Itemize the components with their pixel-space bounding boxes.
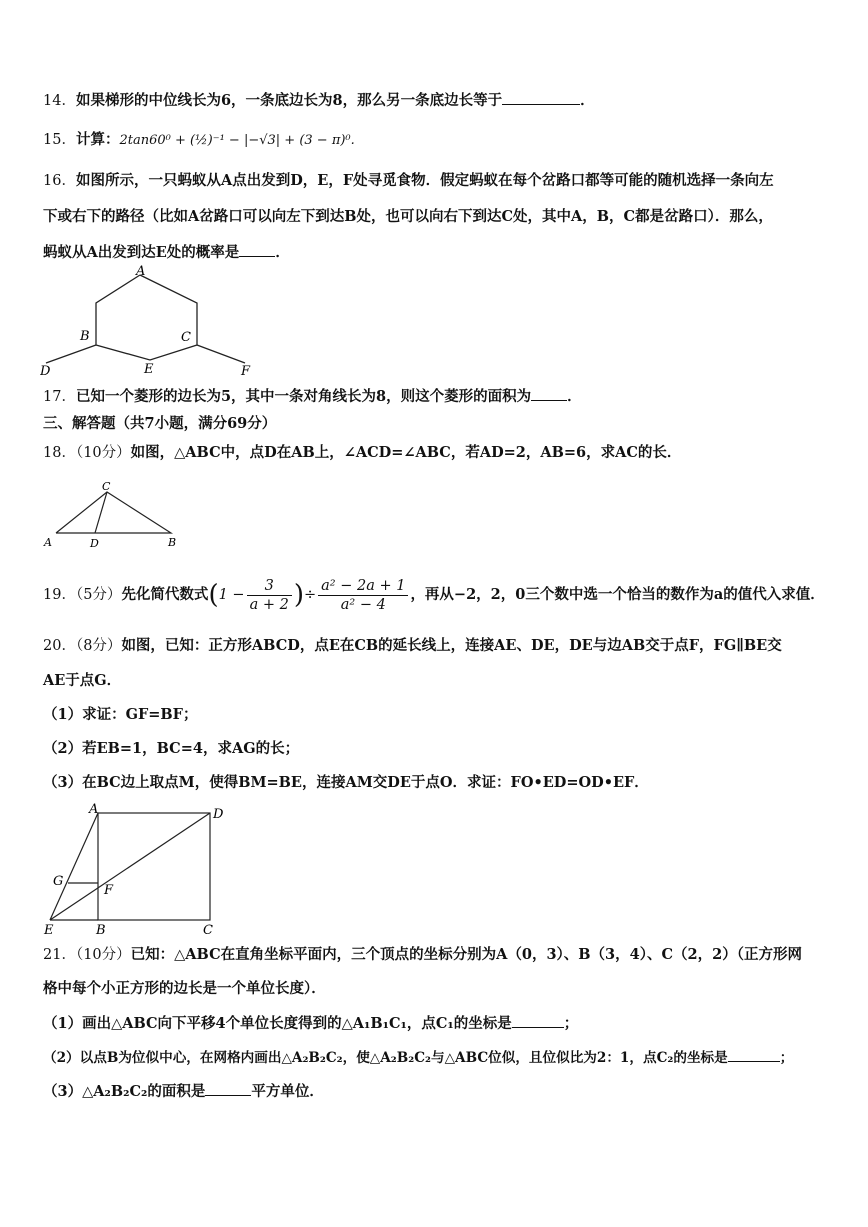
q21-part1-blank[interactable] (512, 1013, 564, 1028)
question-21-part1 (43, 1013, 578, 1034)
q16-label-b: B (80, 329, 90, 344)
question-20-part2: （2）若EB=1，BC=4，求AG的长； (43, 740, 300, 757)
q16-number: 16． (43, 173, 76, 189)
q19-post-text: ，再从−2，2，0三个数中选一个恰当的数作为a的值代入求值． (410, 586, 825, 603)
q21-text-1: 已知：△ABC在直角坐标平面内，三个顶点的坐标分别为A（0，3）、B（3，4）、C（2，2）（正方形网 (130, 946, 802, 963)
q18-label-c: C (102, 480, 111, 493)
q16-label-f: F (241, 364, 251, 378)
q14-answer-blank[interactable] (502, 90, 580, 105)
q19-number: 19．（5分） (43, 587, 122, 603)
q16-label-c: C (181, 330, 191, 345)
q20-text-1: 如图，已知：正方形ABCD，点E在CB的延长线上，连接AE、DE，DE与边AB交于点F，FG∥BE交 (121, 637, 782, 654)
q17-end: ． (567, 388, 582, 405)
q18-triangle-figure (40, 478, 190, 550)
q19-f1-denominator: a + 2 (249, 596, 289, 613)
q21-part2-end: ； (779, 1050, 794, 1066)
question-21-line1 (43, 945, 802, 965)
q14-end: ． (580, 92, 595, 109)
q16-label-d: D (40, 364, 51, 378)
question-17 (43, 386, 582, 407)
question-20-line1 (43, 636, 782, 656)
q20-square-figure (40, 800, 240, 940)
q17-text: 已知一个菱形的边长为5，其中一条对角线长为8，则这个菱形的面积为 (75, 388, 532, 405)
q18-label-b: B (168, 536, 177, 549)
q19-f2-numerator: a² − 2a + 1 (318, 577, 408, 596)
question-21-part3 (43, 1081, 324, 1102)
q16-label-a: A (136, 264, 146, 279)
q15-number: 15． (43, 132, 76, 148)
q17-number: 17． (43, 389, 76, 405)
q20-label-g: G (53, 874, 64, 889)
question-16-line3 (43, 242, 290, 263)
q16-hexagon-figure (40, 263, 260, 378)
question-16-line1 (43, 171, 774, 191)
question-21-part2 (43, 1047, 793, 1068)
q16-text-3: 蚂蚁从A出发到达E处的概率是 (43, 244, 240, 261)
q19-one-minus: 1 − (218, 587, 245, 603)
q16-label-e: E (144, 362, 154, 377)
q21-part2-blank[interactable] (728, 1047, 780, 1062)
question-16-line2: 下或右下的路径（比如A岔路口可以向左下到达B处，也可以向右下到达C处，其中A，B，C都是岔路口）．那么， (43, 208, 773, 225)
q15-expression: 2tan60⁰ + (½)⁻¹ − |−√3| + (3 − π)⁰. (119, 133, 355, 148)
q21-part3-end: 平方单位． (251, 1083, 324, 1100)
q19-open-paren: ( (208, 580, 219, 610)
q16-text-1: 如图所示，一只蚂蚁从A点出发到D，E，F处寻觅食物．假定蚂蚁在每个岔路口都等可能的随机选择一条向左 (75, 172, 774, 189)
q20-label-f: F (104, 883, 114, 898)
q15-label: 计算： (75, 131, 120, 148)
q21-part3-blank[interactable] (205, 1081, 251, 1096)
question-20-part3: （3）在BC边上取点M，使得BM=BE，连接AM交DE于点O．求证：FO•ED=OD•EF． (43, 774, 649, 791)
q19-divide: ÷ (303, 587, 317, 603)
question-20-line2: AE于点G． (43, 672, 122, 689)
q19-close-paren: ) (293, 580, 304, 610)
q20-label-b: B (96, 923, 106, 938)
q21-part3-text: （3）△A₂B₂C₂的面积是 (43, 1083, 206, 1100)
q21-part1-end: ； (563, 1015, 579, 1032)
q20-number: 20．（8分） (43, 638, 122, 654)
question-19 (43, 574, 825, 618)
q20-label-c: C (203, 923, 213, 938)
q18-label-a: A (44, 536, 52, 549)
q18-label-d: D (90, 537, 99, 550)
q21-part2-text: （2）以点B为位似中心，在网格内画出△A₂B₂C₂，使△A₂B₂C₂与△ABC位似，且位似比为2：1，点C₂的坐标是 (43, 1050, 728, 1066)
q20-label-d: D (213, 807, 224, 822)
question-15 (43, 130, 355, 151)
q19-pre-text: 先化简代数式 (121, 586, 209, 603)
q19-fraction-1 (247, 577, 292, 614)
q17-answer-blank[interactable] (531, 386, 567, 401)
q14-number: 14． (43, 93, 76, 109)
q21-number: 21．（10分） (43, 947, 131, 963)
q16-end: ． (275, 244, 290, 261)
q14-text: 如果梯形的中位线长为6，一条底边长为8，那么另一条底边长等于 (75, 92, 503, 109)
q19-f2-denominator: a² − 4 (340, 596, 386, 613)
question-21-line2: 格中每个小正方形的边长是一个单位长度）． (43, 980, 326, 997)
q20-label-e: E (44, 923, 54, 938)
q18-text: 如图，△ABC中，点D在AB上，∠ACD=∠ABC，若AD=2，AB=6，求AC的长． (130, 444, 682, 461)
question-20-part1: （1）求证：GF=BF； (43, 706, 198, 723)
question-14 (43, 90, 595, 111)
q18-number: 18．（10分） (43, 445, 131, 461)
q19-fraction-2 (318, 577, 408, 614)
q21-part1-text: （1）画出△ABC向下平移4个单位长度得到的△A₁B₁C₁，点C₁的坐标是 (43, 1015, 512, 1032)
q19-f1-numerator: 3 (247, 577, 292, 596)
q20-label-a: A (89, 802, 99, 817)
question-18 (43, 443, 681, 463)
section-3-heading: 三、解答题（共7小题，满分69分） (43, 415, 277, 432)
q16-answer-blank[interactable] (239, 242, 275, 257)
